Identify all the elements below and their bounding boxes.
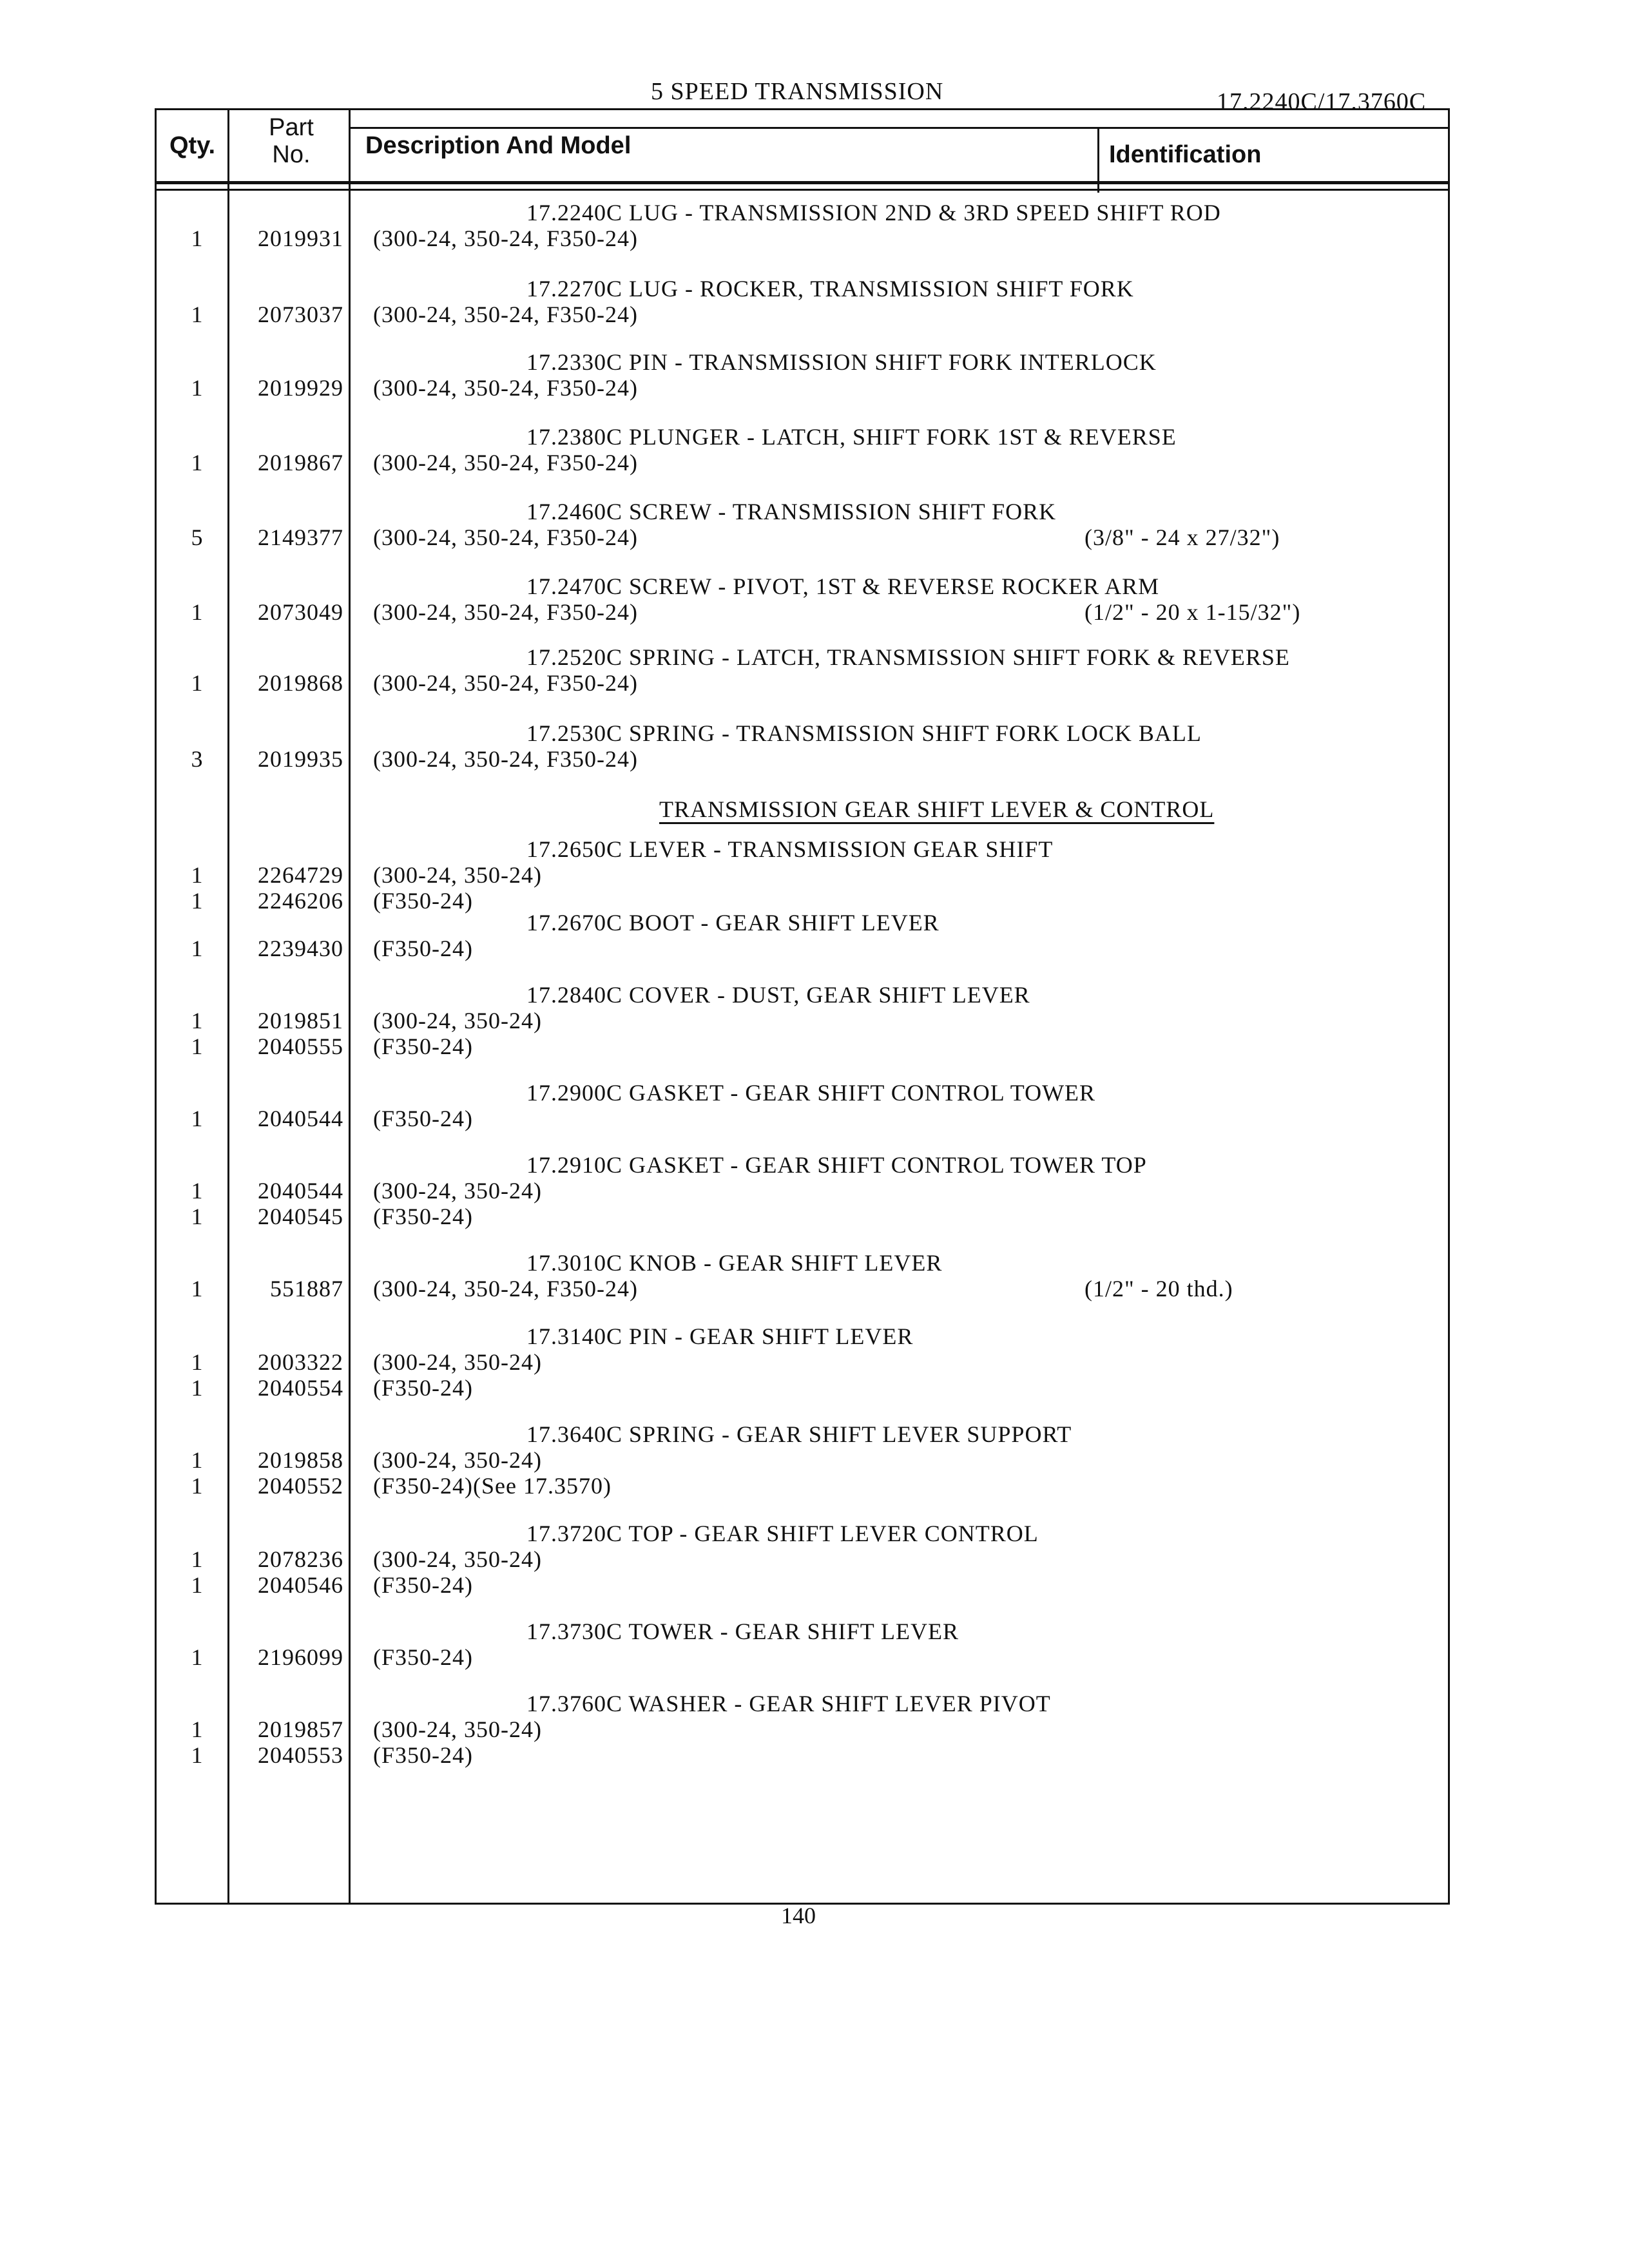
qty-cell: 1 bbox=[191, 450, 204, 476]
model-cell: (F350-24)(See 17.3570) bbox=[373, 1473, 612, 1499]
model-cell: (300-24, 350-24) bbox=[373, 862, 542, 888]
part-number-cell: 2040544 bbox=[258, 1178, 343, 1204]
qty-cell: 1 bbox=[191, 1742, 204, 1768]
table-row bbox=[157, 1105, 1448, 1132]
part-caption: 17.2520C SPRING - LATCH, TRANSMISSION SHIFT FORK & REVERSE bbox=[526, 644, 1290, 670]
part-number-cell: 2040545 bbox=[258, 1204, 343, 1229]
model-cell: (300-24, 350-24, F350-24) bbox=[373, 375, 638, 401]
spec-cell: (1/2" - 20 thd.) bbox=[1084, 1276, 1233, 1302]
part-caption: 17.2650C LEVER - TRANSMISSION GEAR SHIFT bbox=[526, 836, 1054, 862]
part-caption: 17.3720C TOP - GEAR SHIFT LEVER CONTROL bbox=[526, 1521, 1039, 1546]
model-cell: (F350-24) bbox=[373, 888, 473, 914]
column-header-part-no bbox=[243, 114, 340, 168]
part-caption: 17.2900C GASKET - GEAR SHIFT CONTROL TOWER bbox=[526, 1080, 1096, 1106]
part-caption: 17.2470C SCREW - PIVOT, 1ST & REVERSE ROCKER ARM bbox=[526, 573, 1160, 599]
part-number-cell: 2019931 bbox=[258, 226, 343, 251]
model-cell: (300-24, 350-24, F350-24) bbox=[373, 746, 638, 772]
model-cell: (F350-24) bbox=[373, 1375, 473, 1401]
part-number-cell: 2019867 bbox=[258, 450, 343, 476]
model-cell: (300-24, 350-24, F350-24) bbox=[373, 524, 638, 550]
table-row bbox=[157, 861, 1448, 889]
qty-cell: 1 bbox=[191, 1276, 204, 1302]
qty-cell: 1 bbox=[191, 670, 204, 696]
model-cell: (300-24, 350-24, F350-24) bbox=[373, 302, 638, 327]
part-number-cell: 2264729 bbox=[258, 862, 343, 888]
model-cell: (300-24, 350-24, F350-24) bbox=[373, 226, 638, 251]
part-number-cell: 2019929 bbox=[258, 375, 343, 401]
part-number-cell: 2040546 bbox=[258, 1572, 343, 1598]
column-header-description: Description And Model bbox=[365, 132, 631, 159]
model-cell: (300-24, 350-24) bbox=[373, 1447, 542, 1473]
part-number-cell: 2040552 bbox=[258, 1473, 343, 1499]
part-caption: 17.3760C WASHER - GEAR SHIFT LEVER PIVOT bbox=[526, 1691, 1051, 1716]
qty-cell: 1 bbox=[191, 862, 204, 888]
part-caption: 17.2910C GASKET - GEAR SHIFT CONTROL TOWER TOP bbox=[526, 1152, 1147, 1178]
table-row bbox=[157, 1644, 1448, 1671]
qty-cell: 5 bbox=[191, 524, 204, 550]
table-row bbox=[157, 449, 1448, 476]
part-number-cell: 2040555 bbox=[258, 1033, 343, 1059]
table-row bbox=[157, 1716, 1448, 1743]
table-row bbox=[157, 1546, 1448, 1573]
part-number-cell: 2019851 bbox=[258, 1008, 343, 1033]
part-number-cell: 2040553 bbox=[258, 1742, 343, 1768]
header-rule bbox=[157, 181, 1448, 184]
table-row bbox=[157, 1446, 1448, 1474]
qty-cell: 1 bbox=[191, 1375, 204, 1401]
section-heading: TRANSMISSION GEAR SHIFT LEVER & CONTROL bbox=[659, 796, 1215, 822]
part-number-cell: 2003322 bbox=[258, 1349, 343, 1375]
parts-table bbox=[155, 108, 1450, 1905]
part-caption: 17.2330C PIN - TRANSMISSION SHIFT FORK INTERLOCK bbox=[526, 349, 1157, 375]
table-row bbox=[157, 301, 1448, 328]
qty-cell: 1 bbox=[191, 1204, 204, 1229]
qty-cell: 1 bbox=[191, 1349, 204, 1375]
model-cell: (F350-24) bbox=[373, 1644, 473, 1670]
part-caption: 17.3730C TOWER - GEAR SHIFT LEVER bbox=[526, 1619, 959, 1644]
model-cell: (F350-24) bbox=[373, 1742, 473, 1768]
qty-cell: 1 bbox=[191, 1572, 204, 1598]
model-cell: (300-24, 350-24) bbox=[373, 1178, 542, 1204]
part-caption: 17.2270C LUG - ROCKER, TRANSMISSION SHIFT FORK bbox=[526, 276, 1134, 302]
header-rule bbox=[157, 189, 1448, 191]
model-cell: (F350-24) bbox=[373, 1033, 473, 1059]
qty-cell: 1 bbox=[191, 936, 204, 961]
table-row bbox=[157, 1007, 1448, 1034]
part-caption: 17.3140C PIN - GEAR SHIFT LEVER bbox=[526, 1323, 914, 1349]
part-caption: 17.2840C COVER - DUST, GEAR SHIFT LEVER bbox=[526, 982, 1030, 1008]
part-number-cell: 2019935 bbox=[258, 746, 343, 772]
part-number-cell: 2196099 bbox=[258, 1644, 343, 1670]
column-header-part-line2: No. bbox=[272, 141, 311, 168]
model-cell: (300-24, 350-24) bbox=[373, 1008, 542, 1033]
table-row bbox=[157, 1571, 1448, 1599]
table-row bbox=[157, 1374, 1448, 1401]
table-row bbox=[157, 669, 1448, 697]
table-row bbox=[157, 524, 1448, 551]
part-caption: 17.3010C KNOB - GEAR SHIFT LEVER bbox=[526, 1250, 943, 1276]
model-cell: (300-24, 350-24) bbox=[373, 1716, 542, 1742]
page-title: 5 SPEED TRANSMISSION bbox=[651, 78, 944, 105]
part-number-cell: 2040554 bbox=[258, 1375, 343, 1401]
column-header-qty: Qty. bbox=[169, 132, 216, 159]
table-row bbox=[157, 1033, 1448, 1060]
page-number: 140 bbox=[781, 1903, 816, 1928]
model-cell: (F350-24) bbox=[373, 1572, 473, 1598]
part-caption: 17.2240C LUG - TRANSMISSION 2ND & 3RD SPEED SHIFT ROD bbox=[526, 200, 1221, 226]
part-number-cell: 2019857 bbox=[258, 1716, 343, 1742]
qty-cell: 1 bbox=[191, 1473, 204, 1499]
column-header-part-line1: Part bbox=[269, 114, 314, 141]
qty-cell: 1 bbox=[191, 1644, 204, 1670]
qty-cell: 1 bbox=[191, 375, 204, 401]
model-cell: (300-24, 350-24, F350-24) bbox=[373, 599, 638, 625]
qty-cell: 1 bbox=[191, 1716, 204, 1742]
part-number-cell: 2239430 bbox=[258, 936, 343, 961]
model-cell: (300-24, 350-24) bbox=[373, 1349, 542, 1375]
table-row bbox=[157, 1349, 1448, 1376]
qty-cell: 1 bbox=[191, 888, 204, 914]
part-number-cell: 2040544 bbox=[258, 1106, 343, 1131]
model-cell: (300-24, 350-24) bbox=[373, 1546, 542, 1572]
qty-cell: 1 bbox=[191, 226, 204, 251]
qty-cell: 1 bbox=[191, 1033, 204, 1059]
qty-cell: 1 bbox=[191, 302, 204, 327]
part-caption: 17.2530C SPRING - TRANSMISSION SHIFT FORK LOCK BALL bbox=[526, 720, 1202, 746]
qty-cell: 1 bbox=[191, 1008, 204, 1033]
part-number-cell: 2149377 bbox=[258, 524, 343, 550]
table-row bbox=[157, 1275, 1448, 1302]
part-number-cell: 2073049 bbox=[258, 599, 343, 625]
table-row bbox=[157, 935, 1448, 962]
part-number-cell: 2073037 bbox=[258, 302, 343, 327]
part-number-cell: 551887 bbox=[270, 1276, 343, 1302]
part-number-cell: 2246206 bbox=[258, 888, 343, 914]
qty-cell: 3 bbox=[191, 746, 204, 772]
table-row bbox=[157, 745, 1448, 773]
table-row bbox=[157, 225, 1448, 252]
spec-cell: (1/2" - 20 x 1-15/32") bbox=[1084, 599, 1301, 625]
table-row bbox=[157, 374, 1448, 401]
qty-cell: 1 bbox=[191, 1447, 204, 1473]
table-row bbox=[157, 599, 1448, 626]
model-cell: (F350-24) bbox=[373, 1106, 473, 1131]
part-number-cell: 2019858 bbox=[258, 1447, 343, 1473]
column-header-identification: Identification bbox=[1109, 141, 1262, 168]
table-row bbox=[157, 1742, 1448, 1769]
table-row bbox=[157, 1203, 1448, 1230]
header-rule bbox=[349, 127, 1448, 129]
model-cell: (F350-24) bbox=[373, 936, 473, 961]
qty-cell: 1 bbox=[191, 1546, 204, 1572]
model-cell: (300-24, 350-24, F350-24) bbox=[373, 670, 638, 696]
qty-cell: 1 bbox=[191, 599, 204, 625]
part-number-cell: 2078236 bbox=[258, 1546, 343, 1572]
part-caption: 17.2670C BOOT - GEAR SHIFT LEVER bbox=[526, 910, 940, 936]
section-range: 17.2240C/17.3760C bbox=[1217, 88, 1427, 115]
part-caption: 17.3640C SPRING - GEAR SHIFT LEVER SUPPORT bbox=[526, 1421, 1072, 1447]
model-cell: (300-24, 350-24, F350-24) bbox=[373, 450, 638, 476]
model-cell: (F350-24) bbox=[373, 1204, 473, 1229]
spec-cell: (3/8" - 24 x 27/32") bbox=[1084, 524, 1280, 550]
table-row bbox=[157, 1177, 1448, 1204]
part-caption: 17.2460C SCREW - TRANSMISSION SHIFT FORK bbox=[526, 499, 1057, 524]
model-cell: (300-24, 350-24, F350-24) bbox=[373, 1276, 638, 1302]
qty-cell: 1 bbox=[191, 1178, 204, 1204]
qty-cell: 1 bbox=[191, 1106, 204, 1131]
table-row bbox=[157, 1472, 1448, 1499]
part-caption: 17.2380C PLUNGER - LATCH, SHIFT FORK 1ST & REVERSE bbox=[526, 424, 1177, 450]
part-number-cell: 2019868 bbox=[258, 670, 343, 696]
